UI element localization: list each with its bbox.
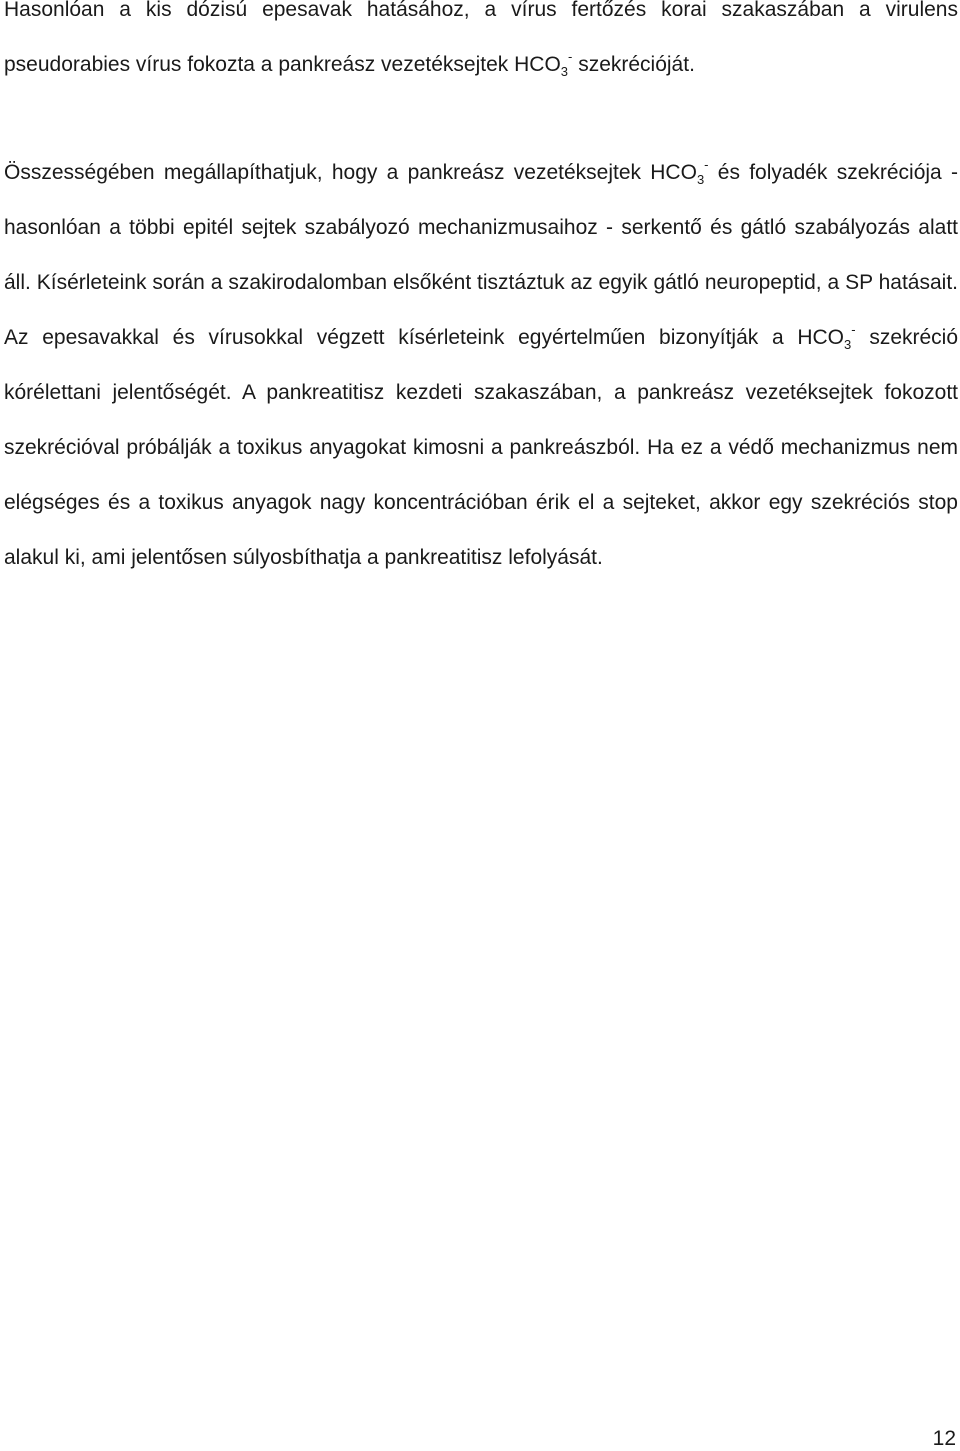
paragraph-2-text-1: Összességében megállapíthatjuk, hogy a pankreász vezetéksejtek HCO	[4, 161, 697, 184]
paragraph-2-text-2: és folyadék szekréciója - hasonlóan a többi epitél sejtek szabályozó mechanizmusaihoz - serkentő és gátló szabályozás alatt áll. Kísérleteink során a szakirodalomban elsőként tisztáztuk az egyik gátló neuropeptid, a SP hatásait. Az epesavakkal és vírusokkal végzett kísérleteink egyértelműen bizonyítják a HCO	[4, 161, 958, 349]
paragraph-1-text-1: Hasonlóan a kis dózisú epesavak hatásához, a vírus fertőzés korai szakaszában a virulens pseudorabies vírus fokozta a pankreász vezetéksejtek HCO	[4, 0, 958, 76]
superscript-minus: -	[851, 322, 856, 337]
paragraph-1	[4, 0, 958, 92]
superscript-minus: -	[704, 157, 709, 172]
subscript-3: 3	[560, 64, 569, 79]
page-number: 12	[932, 1427, 956, 1450]
paragraph-2-text-3: szekréció kórélettani jelentőségét. A pankreatitisz kezdeti szakaszában, a pankreász vezetéksejtek fokozott szekrécióval próbálják a toxikus anyagokat kimosni a pankreászból. Ha ez a védő mechanizmus nem elégséges és a toxikus anyagok nagy koncentrációban érik el a sejteket, akkor egy szekréciós stop alakul ki, ami jelentősen súlyosbíthatja a pankreatitisz lefolyását.	[4, 326, 959, 569]
subscript-3: 3	[844, 337, 852, 352]
paragraph-2	[4, 145, 958, 585]
superscript-minus: -	[568, 49, 573, 64]
subscript-3: 3	[696, 172, 705, 187]
paragraph-1-text-2: szekrécióját.	[572, 53, 695, 76]
